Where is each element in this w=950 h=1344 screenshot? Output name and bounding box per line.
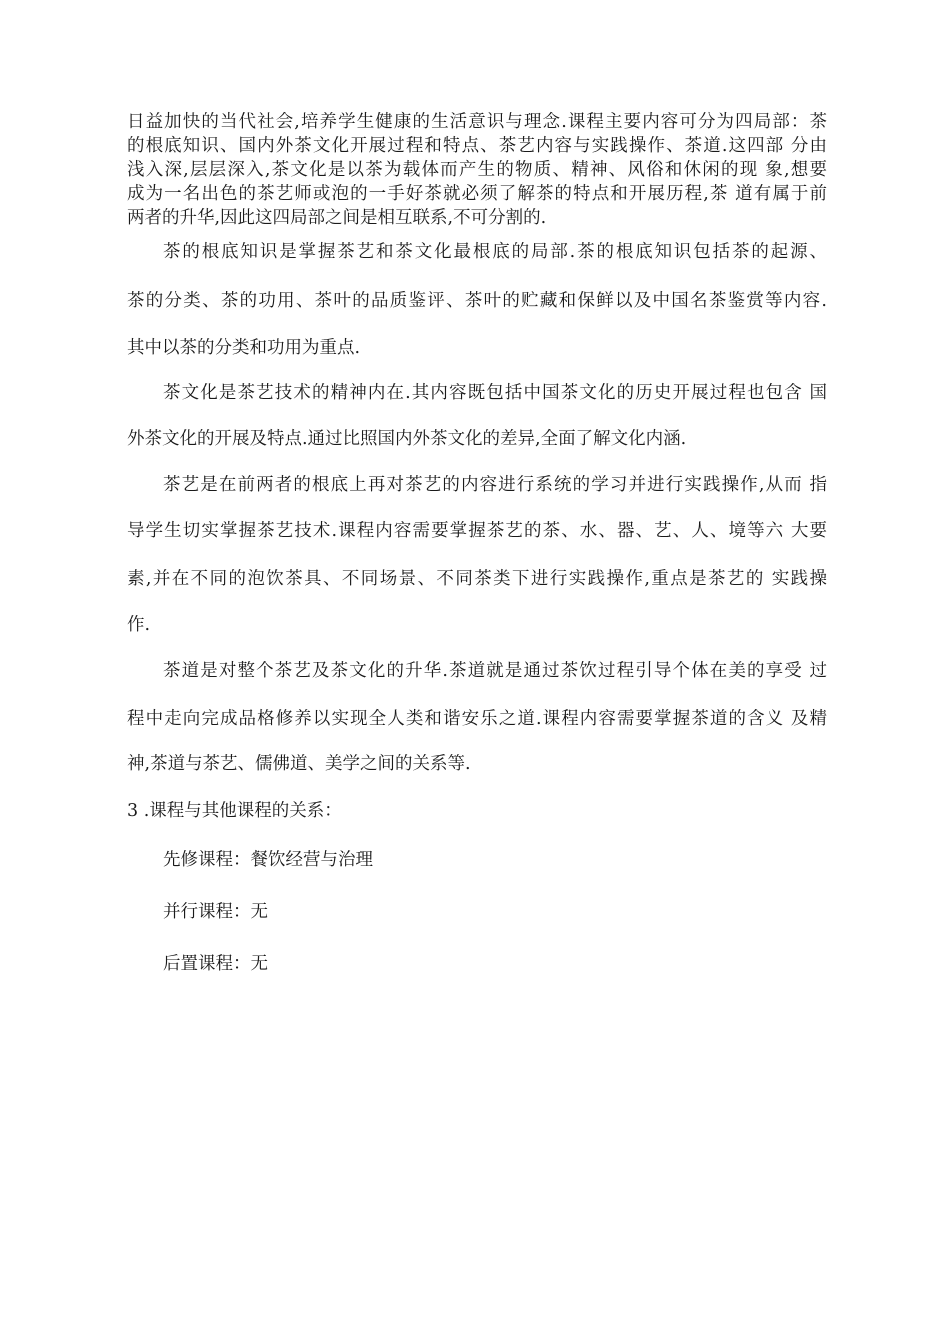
basics-line-2: 茶的分类、茶的功用、茶叶的品质鉴评、茶叶的贮藏和保鲜以及中国名茶鉴赏等内容. <box>127 291 827 311</box>
way-line-3: 神,茶道与茶艺、儒佛道、美学之间的关系等. <box>127 754 471 774</box>
prerequisite-course: 先修课程：餐饮经营与治理 <box>163 850 373 870</box>
intro-line-5: 两者的升华,因此这四局部之间是相互联系,不可分割的. <box>127 208 547 228</box>
art-line-4: 作. <box>127 615 151 635</box>
way-line-1: 茶道是对整个茶艺及茶文化的升华.茶道就是通过茶饮过程引导个体在美的享受 过 <box>163 661 827 681</box>
intro-line-4: 成为一名出色的茶艺师或泡的一手好茶就必须了解茶的特点和开展历程,茶 道有属于前 <box>127 184 827 204</box>
way-line-2: 程中走向完成品格修养以实现全人类和谐安乐之道.课程内容需要掌握茶道的含义 及精 <box>127 709 827 729</box>
followup-course: 后置课程：无 <box>163 954 268 974</box>
art-line-2: 导学生切实掌握茶艺技术.课程内容需要掌握茶艺的茶、水、器、艺、人、境等六 大要 <box>127 521 827 541</box>
intro-line-3: 浅入深,层层深入,茶文化是以茶为载体而产生的物质、精神、风俗和休闲的现 象,想要 <box>127 160 827 180</box>
culture-line-2: 外茶文化的开展及特点.通过比照国内外茶文化的差异,全面了解文化内涵. <box>127 429 687 449</box>
basics-line-1: 茶的根底知识是掌握茶艺和茶文化最根底的局部.茶的根底知识包括茶的起源、 <box>163 242 827 262</box>
basics-line-3: 其中以茶的分类和功用为重点. <box>127 338 361 358</box>
parallel-course: 并行课程：无 <box>163 902 268 922</box>
culture-line-1: 茶文化是茶艺技术的精神内在.其内容既包括中国茶文化的历史开展过程也包含 国 <box>163 383 827 403</box>
section-heading: 3 .课程与其他课程的关系： <box>127 801 342 821</box>
intro-line-2: 的根底知识、国内外茶文化开展过程和特点、茶艺内容与实践操作、茶道.这四部 分由 <box>127 136 827 156</box>
art-line-1: 茶艺是在前两者的根底上再对茶艺的内容进行系统的学习并进行实践操作,从而 指 <box>163 475 827 495</box>
art-line-3: 素,并在不同的泡饮茶具、不同场景、不同茶类下进行实践操作,重点是茶艺的 实践操 <box>127 569 827 589</box>
intro-line-1: 日益加快的当代社会,培养学生健康的生活意识与理念.课程主要内容可分为四局部：茶 <box>127 112 827 132</box>
